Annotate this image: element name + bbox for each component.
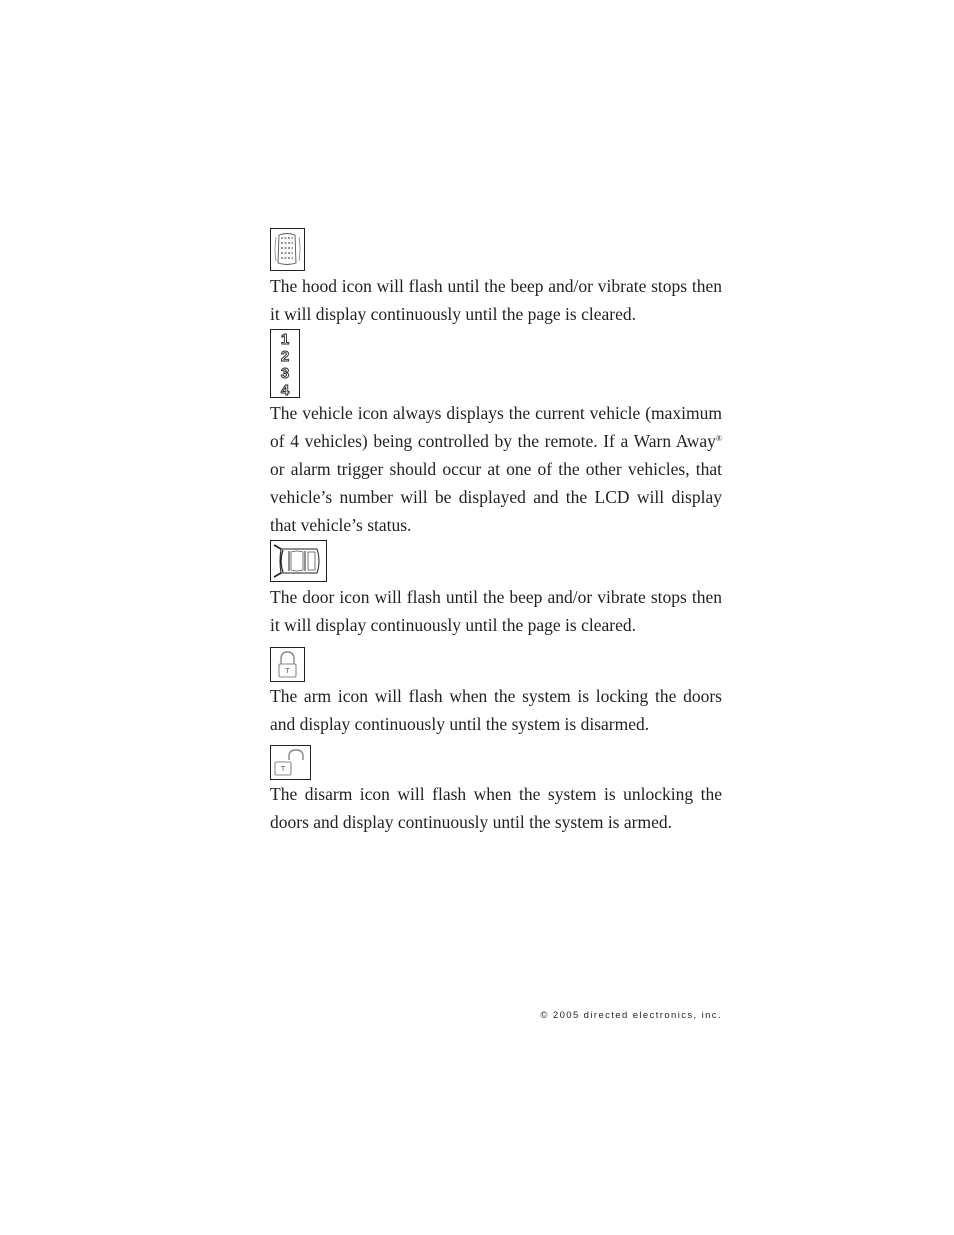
vehicle-number-icon [270, 329, 300, 398]
unlock-icon [270, 745, 311, 780]
vehicle-icon-description [270, 399, 722, 539]
vehicle-text-part-1: The vehicle icon always displays the current vehicle (maximum of 4 vehicles) being controlled by the remote. If a Warn Away [270, 403, 722, 451]
copyright-footer: © 2005 directed electronics, inc. [540, 1010, 722, 1021]
door-icon-description: The door icon will flash until the beep and/or vibrate stops then it will display continuously until the page is cleared. [270, 587, 722, 635]
page-content [270, 228, 722, 836]
arm-icon-description: The arm icon will flash when the system is locking the doors and display continuously until the system is disarmed. [270, 686, 722, 734]
registered-mark: ® [715, 434, 722, 443]
hood-icon-description: The hood icon will flash until the beep and/or vibrate stops then it will display continuously until the page is cleared. [270, 276, 722, 324]
hood-icon [270, 228, 305, 271]
disarm-icon-description: The disarm icon will flash when the system is unlocking the doors and display continuously until the system is armed. [270, 784, 722, 832]
vehicle-digit-1: 1 [280, 331, 290, 348]
vehicle-text-part-2: or alarm trigger should occur at one of the other vehicles, that vehicle’s number will be displayed and the LCD will display that vehicle’s status. [270, 459, 722, 535]
vehicle-digit-4: 4 [280, 382, 290, 397]
door-icon [270, 540, 327, 582]
lock-icon [270, 647, 305, 682]
vehicle-digit-3: 3 [280, 365, 290, 382]
vehicle-digit-2: 2 [280, 348, 290, 365]
